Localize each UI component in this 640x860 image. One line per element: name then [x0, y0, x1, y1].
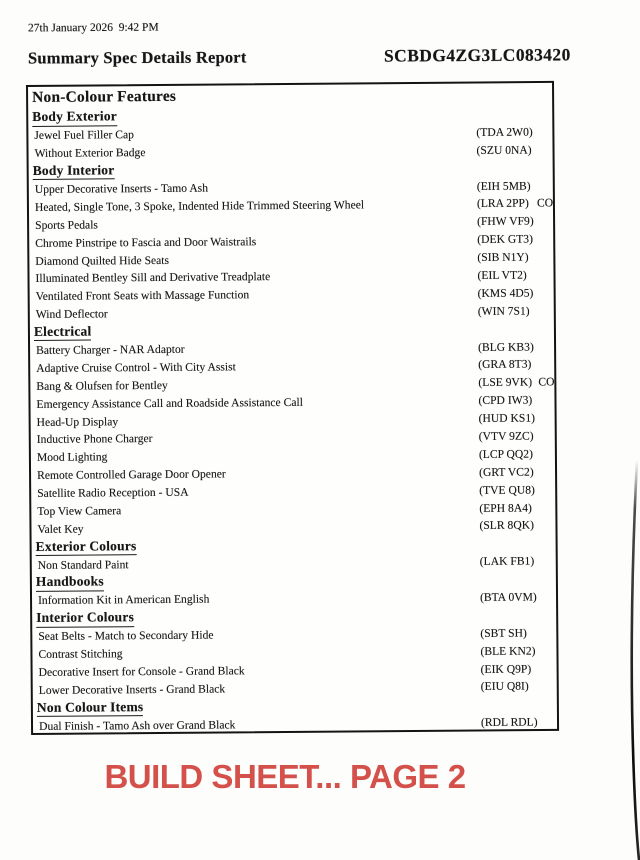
feature-code: (RDL RDL) [480, 715, 538, 730]
feature-label: Sports Pedals [35, 218, 98, 232]
feature-label: Dual Finish - Tamo Ash over Grand Black [38, 718, 236, 733]
feature-code: (BLE KN2) [480, 644, 536, 658]
section-heading-label: Body Exterior [32, 108, 117, 126]
feature-code: (EIL VT2) [477, 268, 527, 282]
feature-code: (KMS 4D5) [477, 286, 534, 300]
section-heading-label: Exterior Colours [36, 538, 137, 556]
feature-label: Satellite Radio Reception - USA [37, 485, 189, 501]
feature-code: (GRT VC2) [479, 465, 534, 479]
feature-row [33, 713, 557, 735]
feature-label: Remote Controlled Garage Door Opener [37, 467, 226, 483]
feature-label: Inductive Phone Charger [36, 432, 153, 447]
feature-co-flag: CO [538, 375, 555, 389]
feature-code: (DEK GT3) [477, 232, 533, 247]
report-datetime: 27th January 2026 9:42 PM [27, 21, 159, 35]
feature-code: (SZU 0NA) [476, 143, 532, 157]
feature-code: (LSE 9VK) [478, 375, 533, 390]
feature-label: Decorative Insert for Console - Grand Black [38, 664, 245, 679]
feature-label: Mood Lighting [36, 450, 108, 465]
feature-label: Lower Decorative Inserts - Grand Black [38, 682, 226, 697]
feature-code: (WIN 7S1) [477, 304, 530, 318]
feature-label: Upper Decorative Inserts - Tamo Ash [34, 181, 209, 196]
feature-label: Bang & Olufsen for Bentley [36, 378, 168, 393]
feature-code: (BTA 0VM) [479, 590, 537, 604]
feature-label: Emergency Assistance Call and Roadside Assistance Call [36, 395, 303, 411]
feature-code: (BLG KB3) [478, 340, 534, 354]
feature-code: (SIB N1Y) [477, 250, 529, 265]
feature-co-flag: CO [536, 196, 554, 210]
feature-code: (HUD KS1) [478, 411, 536, 426]
feature-code: (LRA 2PP) [476, 196, 529, 211]
spec-rows [28, 105, 557, 735]
build-sheet-page-banner: BUILD SHEET... PAGE 2 [104, 758, 466, 795]
feature-code: (CPD IW3) [478, 393, 533, 408]
section-heading-label: Body Interior [33, 162, 115, 180]
feature-code: (FHW VF9) [477, 214, 534, 229]
feature-label: Valet Key [37, 522, 84, 536]
feature-label: Top View Camera [37, 504, 122, 518]
feature-label: Adaptive Cruise Control - With City Assist [36, 360, 236, 375]
feature-label: Diamond Quilted Hide Seats [35, 253, 170, 268]
feature-code: (SLR 8QK) [479, 518, 534, 533]
vin-number: SCBDG4ZG3LC083420 [383, 44, 571, 66]
feature-label: Information Kit in American English [38, 593, 210, 608]
feature-label: Without Exterior Badge [34, 146, 146, 161]
spec-box-title: Non-Colour Features [32, 87, 177, 106]
feature-label: Contrast Stitching [38, 647, 123, 662]
section-heading-label: Electrical [34, 323, 92, 341]
feature-code: (LAK FB1) [479, 554, 535, 569]
feature-code: (EIU Q8I) [480, 680, 529, 694]
feature-label: Wind Deflector [35, 307, 108, 322]
feature-code: (EPH 8A4) [479, 501, 532, 515]
feature-code: (TDA 2W0) [476, 125, 533, 139]
spec-details-box [26, 81, 559, 735]
feature-label: Non Standard Paint [37, 557, 129, 572]
report-title: Summary Spec Details Report [27, 47, 247, 68]
feature-code: (EIH 5MB) [476, 179, 531, 193]
feature-label: Heated, Single Tone, 3 Spoke, Indented Hide Trimmed Steering Wheel [34, 198, 365, 214]
feature-label: Seat Belts - Match to Secondary Hide [38, 628, 214, 644]
feature-label: Illuminated Bentley Sill and Derivative Treadplate [35, 270, 271, 286]
feature-label: Battery Charger - NAR Adaptor [36, 342, 185, 357]
feature-code: (GRA 8T3) [478, 357, 532, 372]
section-heading-label: Interior Colours [36, 609, 134, 627]
feature-code: (LCP QQ2) [478, 447, 533, 461]
section-heading-label: Handbooks [36, 574, 104, 592]
feature-label: Jewel Fuel Filler Cap [34, 128, 134, 143]
feature-code: (VTV 9ZC) [478, 429, 534, 443]
feature-label: Ventilated Front Seats with Massage Function [35, 288, 250, 304]
section-heading-label: Non Colour Items [37, 699, 144, 717]
feature-label: Chrome Pinstripe to Fascia and Door Waistrails [35, 234, 257, 250]
feature-code: (SBT SH) [480, 626, 527, 640]
feature-code: (EIK Q9P) [480, 662, 532, 676]
feature-label: Head-Up Display [36, 414, 119, 429]
feature-code: (TVE QU8) [479, 483, 535, 497]
